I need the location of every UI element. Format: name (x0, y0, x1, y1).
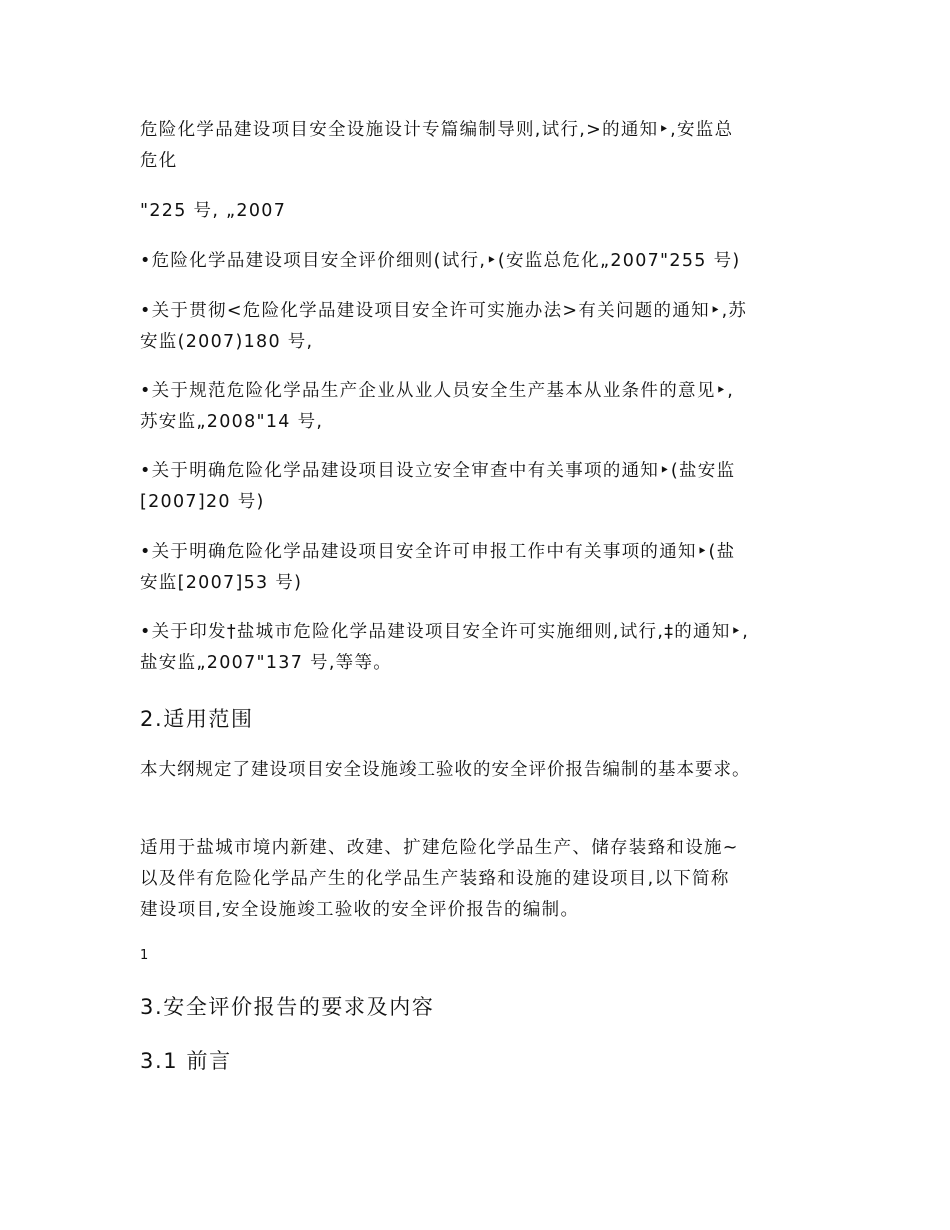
page-number: 1 (140, 948, 150, 963)
list-item: •关于规范危险化学品生产企业从业人员安全生产基本从业条件的意见‣, (140, 381, 735, 401)
paragraph-line: 建设项目,安全设施竣工验收的安全评价报告的编制。 (140, 900, 580, 920)
paragraph-line: 以及伴有危险化学品产生的化学品生产装臵和设施的建设项目,以下简称 (140, 869, 730, 889)
list-item-cont: [2007]20 号) (140, 492, 265, 512)
list-item-cont: 盐安监„2007"137 号,等等。 (140, 653, 393, 673)
paragraph: 本大纲规定了建设项目安全设施竣工验收的安全评价报告编制的基本要求。 (140, 760, 751, 780)
section-heading-3-1: 3.1 前言 (140, 1049, 232, 1073)
list-item: •关于印发†盐城市危险化学品建设项目安全许可实施细则,试行,‡的通知‣, (140, 622, 750, 642)
list-item: •危险化学品建设项目安全评价细则(试行,‣(安监总危化„2007"255 号) (140, 251, 741, 271)
section-heading-3: 3.安全评价报告的要求及内容 (140, 995, 435, 1019)
list-item-cont: 安监[2007]53 号) (140, 573, 303, 593)
text-line: "225 号, „2007 (140, 201, 287, 221)
list-item-cont: 苏安监„2008"14 号, (140, 412, 324, 432)
list-item-cont: 安监(2007)180 号, (140, 332, 314, 352)
list-item: •关于贯彻<危险化学品建设项目安全许可实施办法>有关问题的通知‣,苏 (140, 301, 748, 321)
text-line: 危险化学品建设项目安全设施设计专篇编制导则,试行,>的通知‣,安监总 (140, 120, 734, 140)
list-item: •关于明确危险化学品建设项目安全许可申报工作中有关事项的通知‣(盐 (140, 542, 736, 562)
section-heading-2: 2.适用范围 (140, 707, 254, 731)
paragraph-line: 适用于盐城市境内新建、改建、扩建危险化学品生产、储存装臵和设施~ (140, 838, 739, 858)
text-line: 危化 (140, 151, 178, 171)
list-item: •关于明确危险化学品建设项目设立安全审查中有关事项的通知‣(盐安监 (140, 461, 736, 481)
